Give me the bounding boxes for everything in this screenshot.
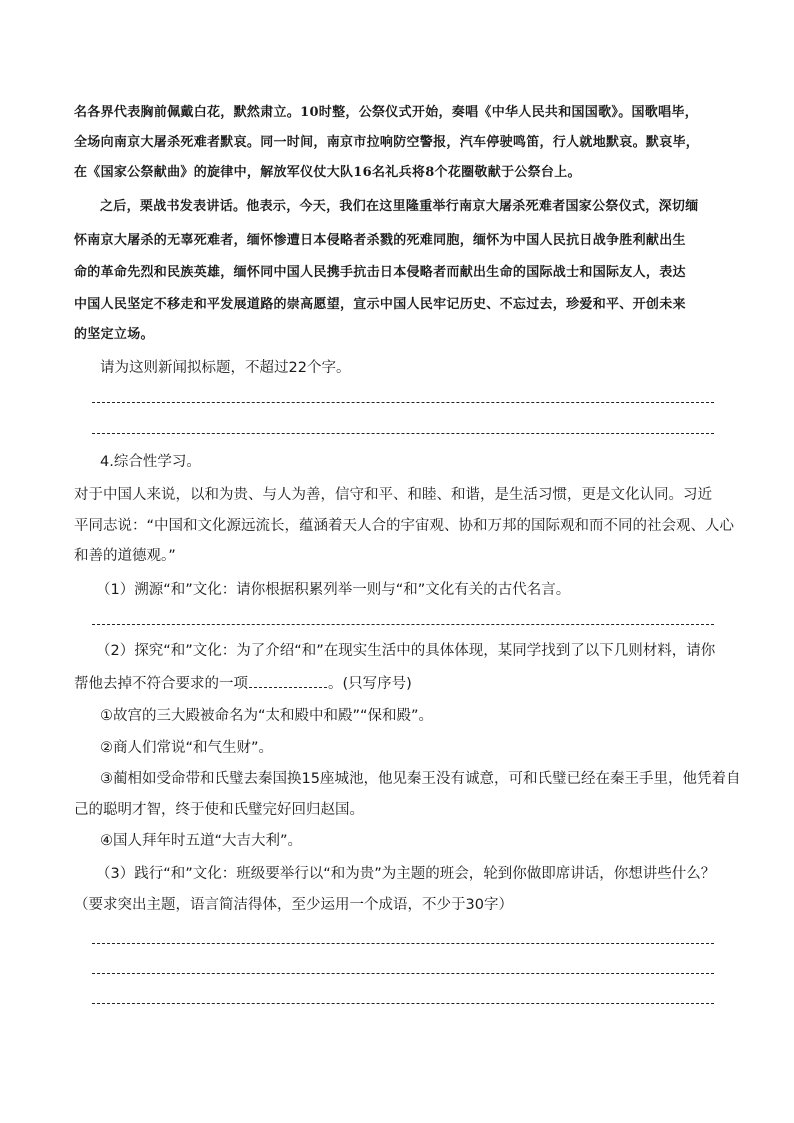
passage-line-5: 怀南京大屠杀的无辜死难者，缅怀惨遭日本侵略者杀戮的死难同胞，缅怀为中国人民抗日战争胜利献出生 <box>74 233 686 248</box>
q4-intro-line-3: 和善的道德观。” <box>74 548 176 564</box>
headline-prompt: 请为这则新闻拟标题，不超过22个字。 <box>100 360 351 376</box>
passage-line-6: 命的革命先烈和民族英雄，缅怀同中国人民携手抗击日本侵略者而献出生命的国际战士和国际友人，表达 <box>74 265 686 280</box>
answer-blank-line[interactable] <box>92 433 714 434</box>
passage-line-1: 名各界代表胸前佩戴白花，默然肃立。10时整，公祭仪式开始，奏唱《中华人民共和国国歌》。国歌唱毕， <box>74 105 698 120</box>
answer-blank-line[interactable] <box>92 943 714 944</box>
sub-question-2-note: 。(只写序号) <box>328 676 412 692</box>
answer-blank-line[interactable] <box>92 624 714 625</box>
passage-line-2: 全场向南京大屠杀死难者默哀。同一时间，南京市拉响防空警报，汽车停驶鸣笛，行人就地默哀。默哀毕， <box>74 135 700 150</box>
answer-blank-line[interactable] <box>92 973 714 974</box>
q4-intro-line-2: 平同志说：“中国和文化源远流长，蕴涵着天人合的宇宙观、协和万邦的国际观和而不同的社会观、人心 <box>74 518 735 534</box>
answer-inline-blank[interactable] <box>249 673 327 688</box>
sub-question-3-line-2: （要求突出主题，语言简洁得体，至少运用一个成语，不少于30字） <box>74 897 513 913</box>
answer-blank-line[interactable] <box>92 1003 714 1004</box>
passage-line-8: 的坚定立场。 <box>74 327 154 342</box>
sub-question-2-line-1: （2）探究“和”文化：为了介绍“和”在现实生活中的具体体现，某同学找到了以下几则材料，请你 <box>96 643 716 659</box>
passage-line-7: 中国人民坚定不移走和平发展道路的崇高愿望，宣示中国人民牢记历史、不忘过去，珍爱和平、开创未来 <box>74 297 686 312</box>
option-2: ②商人们常说“和气生财”。 <box>100 740 274 756</box>
sub-question-1: （1）溯源“和”文化：请你根据积累列举一则与“和”文化有关的古代名言。 <box>96 582 571 598</box>
option-3-line-2: 己的聪明才智，终于使和氏璧完好回归赵国。 <box>74 802 364 818</box>
passage-line-3: 在《国家公祭献曲》的旋律中，解放军仪仗大队16名礼兵将8个花圈敬献于公祭台上。 <box>74 165 581 180</box>
sub-question-3-line-1: （3）践行“和”文化：班级要举行以“和为贵”为主题的班会，轮到你做即席讲话，你想讲些什么？ <box>96 866 716 882</box>
q4-intro-line-1: 对于中国人来说，以和为贵、与人为善，信守和平、和睦、和谐，是生活习惯，更是文化认同。习近 <box>74 487 712 503</box>
sub-question-2-text: 帮他去掉不符合要求的一项 <box>74 676 248 692</box>
option-4: ④国人拜年时五道“大吉大利”。 <box>100 833 303 849</box>
option-1: ①故宫的三大殿被命名为“太和殿中和殿”“保和殿”。 <box>100 708 434 724</box>
answer-blank-line[interactable] <box>92 402 714 403</box>
sub-question-2-line-2 <box>74 673 412 694</box>
question-4-heading: 4.综合性学习。 <box>100 454 201 470</box>
option-3-line-1: ③蔺相如受命带和氏璧去秦国换15座城池，他见秦王没有诚意，可和氏璧已经在秦王手里，他凭着自 <box>100 771 741 787</box>
passage-line-4: 之后，栗战书发表讲话。他表示，今天，我们在这里隆重举行南京大屠杀死难者国家公祭仪式，深切缅 <box>100 199 699 214</box>
